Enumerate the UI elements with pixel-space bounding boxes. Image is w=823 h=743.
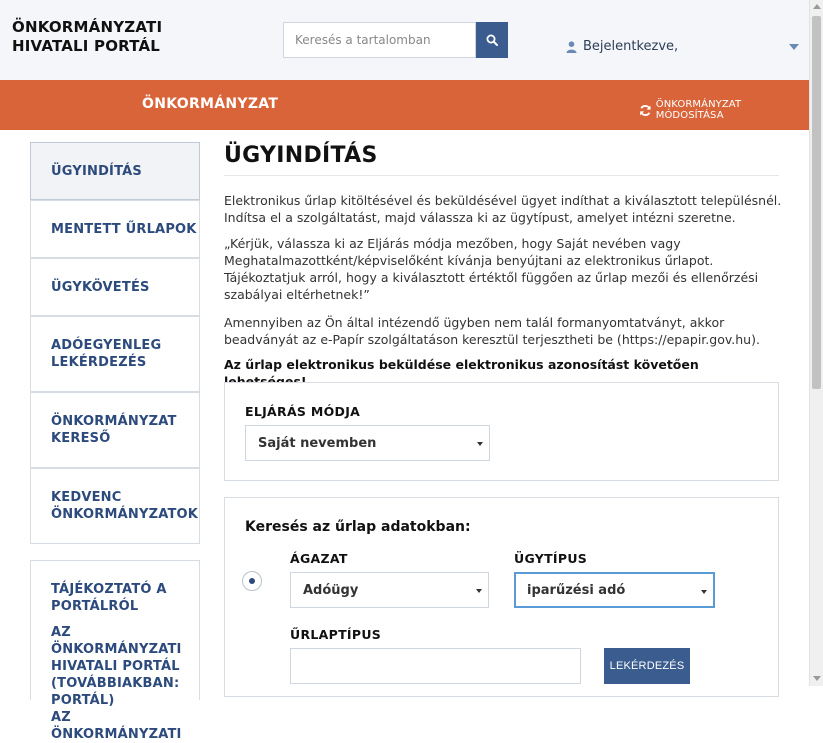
- epapir-text-after: ).: [751, 332, 760, 347]
- sidebar-item-label: KEDVENC ÖNKORMÁNYZATOK: [51, 490, 199, 522]
- modify-municipality-label: ÖNKORMÁNYZAT MÓDOSÍTÁSA: [655, 99, 742, 121]
- sidebar-item-label: MENTETT ŰRLAPOK: [51, 221, 197, 237]
- procedure-select[interactable]: [245, 425, 490, 461]
- procedure-label: ELJÁRÁS MÓDJA: [245, 404, 361, 419]
- user-status-label: Bejelentkezve,: [583, 39, 679, 54]
- query-button[interactable]: [604, 648, 690, 684]
- sidebar-item-saved-forms[interactable]: [30, 200, 200, 258]
- search-input[interactable]: [283, 22, 476, 58]
- form-search-card: [224, 497, 779, 697]
- scroll-thumb[interactable]: [812, 16, 821, 389]
- form-type-input[interactable]: [290, 648, 581, 684]
- sidebar-item-tax-balance[interactable]: [30, 316, 200, 392]
- portal-description-link[interactable]: AZ ÖNKORMÁNYZATI HIVATALI PORTÁL (TOVÁBBIAKBAN: PORTÁL) AZ ÖNKORMÁNYZATI: [51, 625, 182, 742]
- modify-municipality-link[interactable]: [639, 99, 809, 121]
- scroll-up-arrow-icon[interactable]: [813, 4, 821, 9]
- case-type-select[interactable]: [514, 572, 715, 608]
- search-box: [283, 22, 508, 58]
- sidebar-item-case-start[interactable]: [30, 142, 200, 200]
- procedure-card: [224, 382, 779, 481]
- sector-select[interactable]: [290, 572, 489, 608]
- portal-logo[interactable]: [12, 18, 162, 56]
- sidebar-item-case-tracking[interactable]: [30, 258, 200, 316]
- sidebar-info-box: [30, 560, 200, 742]
- search-button[interactable]: [476, 22, 508, 58]
- epapir-link[interactable]: https://epapir.gov.hu: [621, 332, 752, 347]
- sidebar-item-municipality-search[interactable]: [30, 392, 200, 468]
- sidebar-item-label: ÜGYINDÍTÁS: [51, 163, 142, 179]
- sector-label: ÁGAZAT: [290, 551, 348, 566]
- sidebar-item-label: ADÓEGYENLEG LEKÉRDEZÉS: [51, 338, 162, 370]
- sector-selected-value: Adóügy: [303, 582, 359, 598]
- user-menu[interactable]: [566, 39, 678, 54]
- form-search-radio[interactable]: [242, 571, 262, 591]
- case-type-label: ÜGYTÍPUS: [514, 551, 588, 566]
- sidebar-item-favourite-municipalities[interactable]: [30, 468, 200, 544]
- brand-line-1: ÖNKORMÁNYZATI: [12, 18, 163, 36]
- municipality-bar: [0, 80, 809, 130]
- page-title: ÜGYINDÍTÁS: [224, 143, 378, 168]
- form-search-heading: Keresés az űrlap adatokban:: [245, 519, 471, 535]
- portal-info-link[interactable]: TÁJÉKOZTATÓ A PORTÁLRÓL: [51, 582, 167, 614]
- refresh-icon: [639, 104, 652, 117]
- form-type-label: ŰRLAPTÍPUS: [290, 627, 382, 642]
- brand-line-2: HIVATALI PORTÁL: [12, 37, 161, 55]
- notice-text: „Kérjük, válassza ki az Eljárás módja mezőben, hogy Saját nevében vagy Meghatalmazottként/képviselőként kívánja benyújtani az elektronikus űrlapot. Tájékoztatjuk arról, hogy a kiválasztott értéktől függően az űrlap mezői és ellenőrzési szabályai eltérhetnek!”: [224, 236, 759, 302]
- top-header: [0, 0, 809, 80]
- case-type-selected-value: iparűzési adó: [527, 582, 626, 598]
- sidebar-item-label: ÖNKORMÁNYZAT KERESŐ: [51, 414, 177, 446]
- title-divider: [224, 175, 779, 176]
- query-button-label: LEKÉRDEZÉS: [609, 660, 685, 672]
- authentication-warning: Az űrlap elektronikus beküldése elektronikus azonosítást követően: [224, 357, 699, 372]
- scroll-down-arrow-icon[interactable]: [813, 676, 821, 681]
- sidebar-item-label: ÜGYKÖVETÉS: [51, 279, 150, 295]
- procedure-selected-value: Saját nevemben: [258, 435, 377, 451]
- intro-text: Elektronikus űrlap kitöltésével és beküldésével ügyet indíthat a kiválasztott településnél. Indítsa el a szolgáltatást, majd válassza ki az ügytípust, amelyet intézni szeretne.: [224, 193, 782, 225]
- page-scrollbar[interactable]: [809, 0, 823, 686]
- user-icon: [566, 41, 577, 53]
- chevron-down-icon[interactable]: [789, 44, 799, 50]
- search-icon: [486, 34, 498, 46]
- municipality-title: ÖNKORMÁNYZAT: [142, 96, 279, 112]
- epapir-text: [224, 314, 784, 348]
- epapir-text-before: Amennyiben az Ön által intézendő ügyben nem talál formanyomtatványt, akkor beadványát az e-Papír szolgáltatáson keresztül terjesztheti be (: [224, 315, 725, 347]
